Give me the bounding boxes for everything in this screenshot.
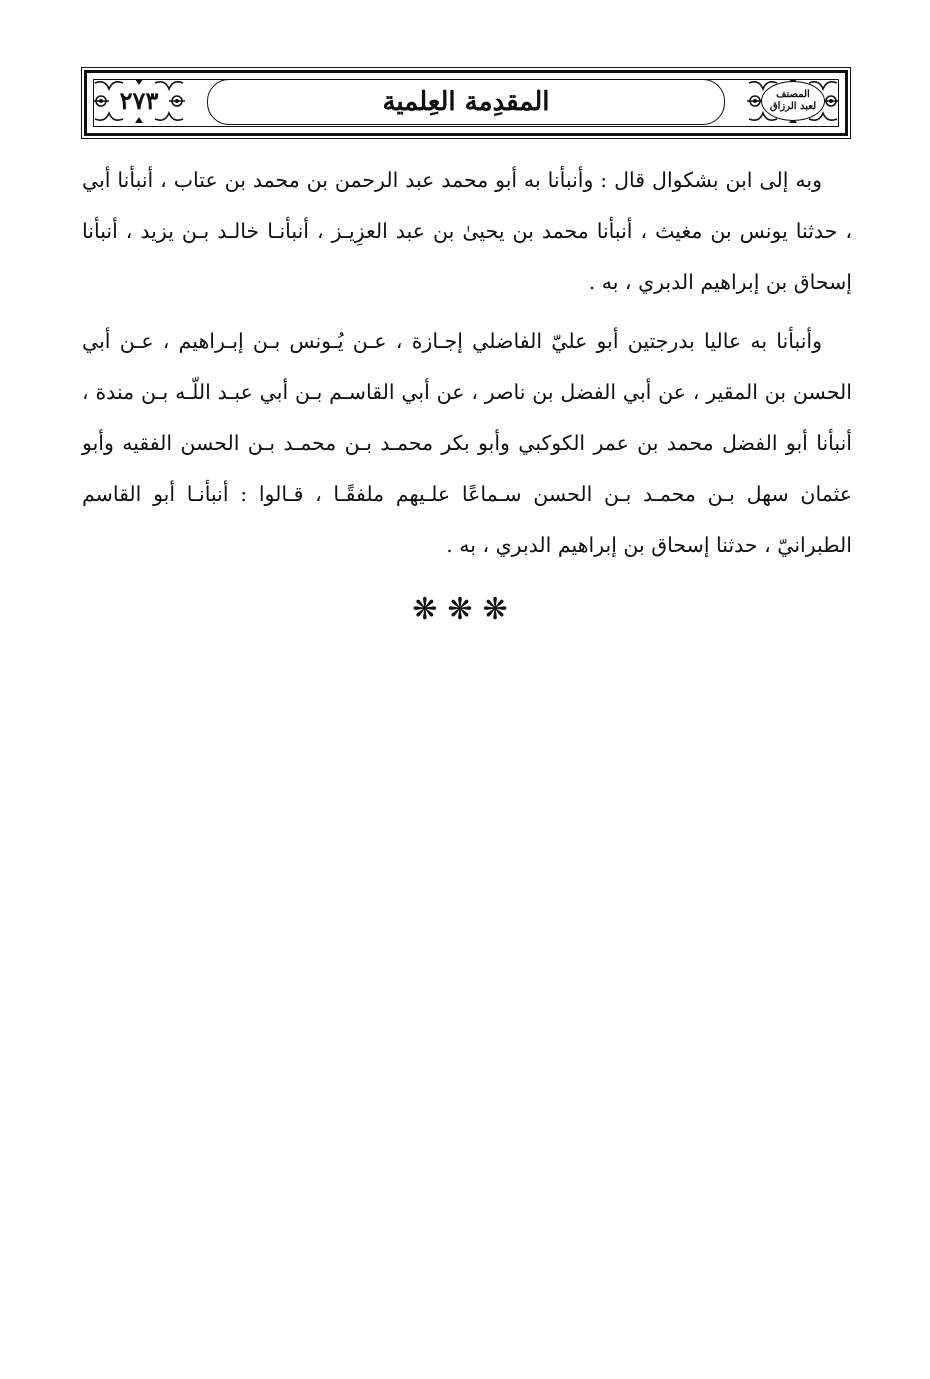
body-text	[82, 155, 852, 571]
series-badge	[761, 81, 825, 121]
series-badge-line-2: لعبد الرزاق	[769, 101, 817, 112]
paragraph-2: وأنبأنا به عاليا بدرجتين أبو عليّ الفاضلي إجـازة ، عـن يُـونس بـن إبـراهيم ، عـن أبي الحسن بن المقير ، عن أبي الفضل بن ناصر ، عن أبي القاسـم بـن أبي عبـد اللّـه بـن مندة ، أنبأنا أبو الفضل محمد بن عمر الكوكبي وأبو بكر محمـد بـن محمـد بـن الحسن الفقيه وأبو عثمان سهل بـن محمـد بـن الحسن سـماعًا علـيهم ملفقًـا ، قـالوا : أنبأنـا أبو القاسم الطبرانيّ ، حدثنا إسحاق بن إبراهيم الدبري ، به .	[82, 329, 852, 557]
page-header	[84, 70, 848, 136]
page-number: ٢٧٣	[114, 87, 165, 115]
page-number-ornament	[91, 77, 187, 125]
section-separator: ❋❋❋	[412, 592, 518, 627]
series-badge-line-1: المصنف	[776, 89, 810, 100]
page-title: المقدِمة العِلمية	[382, 87, 550, 117]
series-ornament	[745, 77, 841, 125]
title-banner	[207, 79, 725, 125]
paragraph-1: وبه إلى ابن بشكوال قال : وأنبأنا به أبو محمد عبد الرحمن بن محمد بن عتاب ، أنبأنا أبي ، حدثنا يونس بن مغيث ، أنبأنا محمد بن يحيىٰ بن عبد العزِيـز ، أنبأنـا خالـد بـن يزيد ، أنبأنا إسحاق بن إبراهيم الدبري ، به .	[82, 168, 852, 294]
